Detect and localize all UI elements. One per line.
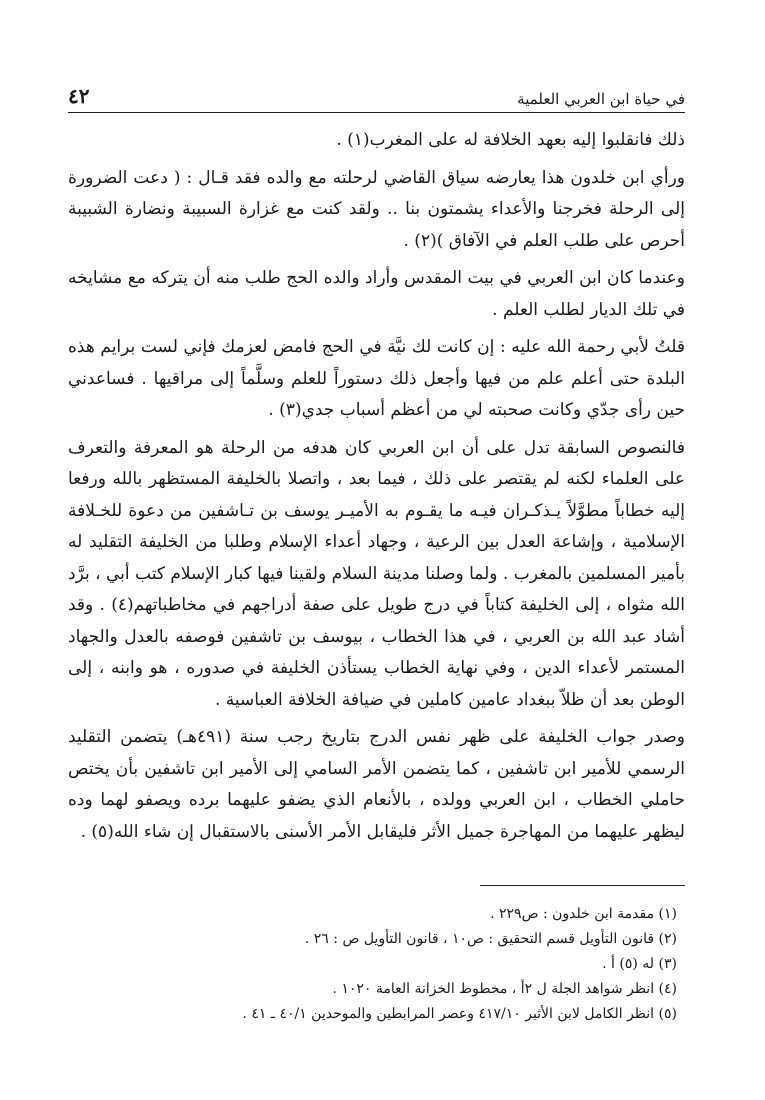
page-header (68, 78, 685, 113)
footnote: (٣) له (٥) أ . (602, 956, 677, 972)
footnote-divider (480, 885, 685, 886)
body-text (68, 125, 685, 854)
footnote: (٥) انظر الكامل لابن الأثير ٤١٧/١٠ وعصر المرابطين والموحدين ٤٠/١ ـ ٤١ . (242, 1006, 677, 1022)
footnote: (٢) قانون التأويل قسم التحقيق : ص١٠ ، قانون التأويل ص : ٢٦ . (304, 931, 677, 947)
paragraph: وصدر جواب الخليفة على ظهر نفس الدرج بتاريخ رجب سنة (٤٩١هـ) يتضمن التقليد الرسمي للأمير ابن تاشفين ، كما يتضمن الأمر السامي إلى الأمير ابن تاشفين بأن يختص حاملي الخطاب ، ابن العربي وولده ، بالأنعام الذي يضفو عليهما برده ويصفو لهما وده ليظهر عليهما من المهاجرة جميل الأثر فليقابل الأمر الأسنى بالاستقبال إن شاء الله(٥) . (68, 727, 685, 842)
paragraph: ذلك فانقلبوا إليه بعهد الخلافة له على المغرب(١) . (336, 130, 685, 150)
paragraph: ورأي ابن خلدون هذا يعارضه سياق القاضي لرحلته مع والده فقد قـال : ( دعت الضرورة إلى الرحلة فخرجنا والأعداء يشمتون بنا .. ولقد كنت مع غزارة السبيبة ونضارة الشبيبة أحرص على طلب العلم في الآفاق )(٢) . (68, 167, 685, 251)
footnote: (٤) انظر شواهد الجلة ل ٢أ ، مخطوط الخزانة العامة ١٠٢٠ . (332, 981, 677, 997)
footnotes (68, 902, 677, 1027)
running-title: في حياة ابن العربي العلمية (517, 90, 685, 108)
paragraph: قلتُ لأبي رحمة الله عليه : إن كانت لك نيَّة في الحج فامض لعزمك فإني لست برايم هذه البلدة حتى أعلم علم من فيها وأجعل ذلك دستوراً للعلم وسلَّماً إلى مراقيها . فساعدني حين رأى جدّي وكانت صحبته لي من أعظم أسباب جدي(٣) . (68, 337, 685, 420)
footnote: (١) مقدمة ابن خلدون : ص٢٢٩ . (490, 906, 677, 922)
paragraph: فالنصوص السابقة تدل على أن ابن العربي كان هدفه من الرحلة هو المعرفة والتعرف على العلماء لكنه لم يقتصر على ذلك ، فيما بعد ، واتصلا بالخليفة المستظهر بالله ورفعا إليه خطاباً مطوَّلاً يـذكـران فيـه ما يقـوم به الأميـر يوسف بن تـاشفين من دعوة للخـلافة الإسلامية ، وإشاعة العدل بين الرعية ، وجهاد أعداء الإسلام وطلبا من الخليفة التقليد له بأمير المسلمين بالمغرب . ولما وصلنا مدينة السلام ولقينا فيها كبار الإسلام كتب أبي ، برَّد الله مثواه ، إلى الخليفة كتاباً في درج طويل على صفة أدراجهم في مخاطباتهم(٤) . وقد أشاد عبد الله بن العربي ، في هذا الخطاب ، بيوسف بن تاشفين فوصفه بالعدل والجهاد المستمر لأعداء الدين ، وفي نهاية الخطاب يستأذن الخليفة في صدوره ، هو وابنه ، إلى الوطن بعد أن ظلاّ ببغداد عامين كاملين في ضيافة الخلافة العباسية . (68, 437, 685, 710)
page-number: ٤٢ (68, 84, 90, 108)
paragraph: وعندما كان ابن العربي في بيت المقدس وأراد والده الحج طلب منه أن يتركه مع مشايخه في تلك الديار لطلب العلم . (68, 268, 685, 320)
